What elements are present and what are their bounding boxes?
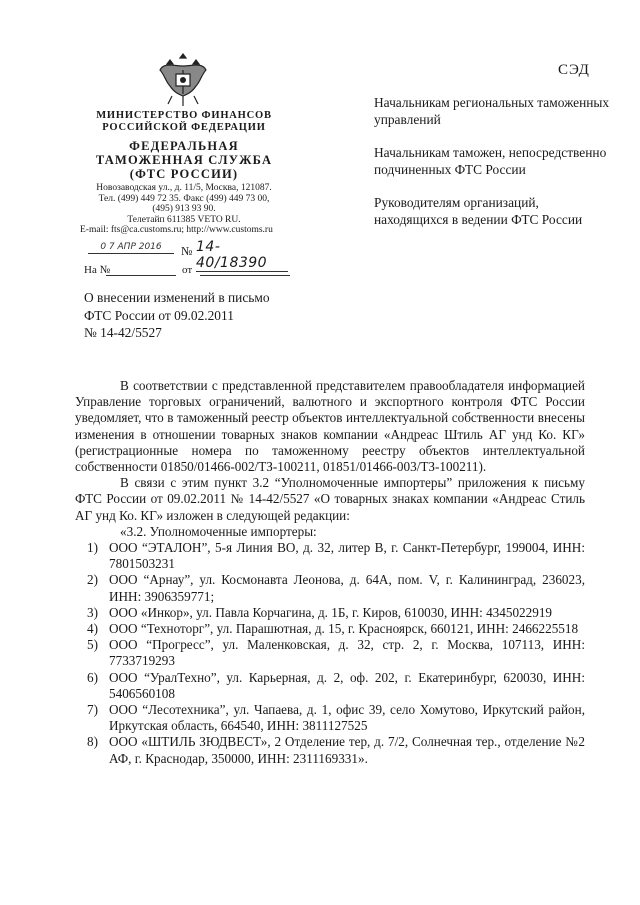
importers-heading: «3.2. Уполномоченные импортеры: [120, 523, 317, 539]
reference-date-blank [200, 275, 290, 276]
list-item: 1) ООО “ЭТАЛОН”, 5-я Линия ВО, д. 32, литер В, г. Санкт-Петербург, 199004, ИНН: 7801503231 [87, 540, 585, 572]
reference-date-label: от [182, 264, 193, 276]
reference-line [84, 264, 294, 280]
list-item: 4) ООО “Техноторг”, ул. Парашютная, д. 15, г. Красноярск, 660121, ИНН: 2466225518 [87, 621, 579, 637]
list-item: 6) ООО “УралТехно”, ул. Карьерная, д. 2, оф. 202, г. Екатеринбург, 620030, ИНН: 5406560108 [87, 669, 585, 701]
list-item: 7) ООО “Лесотехника”, ул. Чапаева, д. 1, офис 39, село Хомутово, Иркутский район, Иркутская область, 664540, ИНН: 3811127525 [87, 702, 585, 734]
recipient-2: Начальникам таможен, непосредственно подчиненных ФТС России [374, 145, 607, 177]
registration-date: 0 7 АПР 2016 [88, 242, 174, 254]
address-block: Новозаводская ул., д. 11/5, Москва, 121087. Тел. (499) 449 72 35. Факс (499) 449 73 00, (495) 913 93 90. Телетайп 611385 VETO RU. E-mail: fts@ca.customs.ru; http://www.customs.ru [80, 183, 273, 236]
recipient-3: Руководителям организаций, находящихся в ведении ФТС России [374, 195, 583, 227]
letter-body [75, 378, 585, 767]
ministry-name: МИНИСТЕРСТВО ФИНАНСОВ РОССИЙСКОЙ ФЕДЕРАЦИИ [96, 110, 272, 133]
fts-name: ФЕДЕРАЛЬНАЯ ТАМОЖЕННАЯ СЛУЖБА (ФТС РОССИИ) [95, 139, 273, 181]
list-item: 5) ООО “Прогресс”, ул. Маленковская, д. 32, стр. 2, г. Москва, 107113, ИНН: 7733719293 [87, 637, 585, 669]
coat-of-arms-icon [158, 52, 208, 108]
registration-number-label: № [181, 244, 193, 258]
reference-number-label: На № [84, 264, 111, 276]
list-item: 2) ООО “Арнау”, ул. Космонавта Леонова, д. 64А, пом. V, г. Калининград, 236023, ИНН: 3906359771; [87, 572, 585, 604]
recipients-block [374, 94, 614, 244]
sed-mark: СЭД [558, 62, 590, 78]
importers-list [75, 540, 585, 767]
registration-number: 14-40/18390 [196, 239, 288, 272]
body-paragraph-2: В связи с этим пункт 3.2 “Уполномоченные импортеры” приложения к письму ФТС России от 09.02.2011 № 14-42/5527 «О товарных знаках компании «Андреас Стиль АГ унд Ко. КГ» изложен в следующей редакции: [75, 475, 585, 523]
letter-subject: О внесении изменений в письмо ФТС России от 09.02.2011 № 14-42/5527 [84, 290, 270, 340]
reference-number-blank [106, 275, 176, 276]
recipient-1: Начальникам региональных таможенных управлений [374, 95, 610, 127]
list-item: 3) ООО «Инкор», ул. Павла Корчагина, д. 1Б, г. Киров, 610030, ИНН: 4345022919 [87, 604, 553, 620]
body-paragraph-1: В соответствии с представленной представителем правообладателя информацией Управление торговых ограничений, валютного и экспортного контроля ФТС России уведомляет, что в таможенный реестр объектов интеллектуальной собственности внесены изменения в отношении товарных знаков компании «Андреас Штиль АГ унд Ко. КГ» (регистрационные номера по таможенному реестру объектов интеллектуальной собственности 01850/01466-002/ТЗ-100211, 01851/01466-003/ТЗ-100211). [75, 378, 585, 475]
list-item: 8) ООО «ШТИЛЬ ЗЮДВЕСТ», 2 Отделение тер, д. 7/2, Солнечная тер., отделение №2 АФ, г. Краснодар, 350000, ИНН: 2311169331». [87, 734, 585, 766]
